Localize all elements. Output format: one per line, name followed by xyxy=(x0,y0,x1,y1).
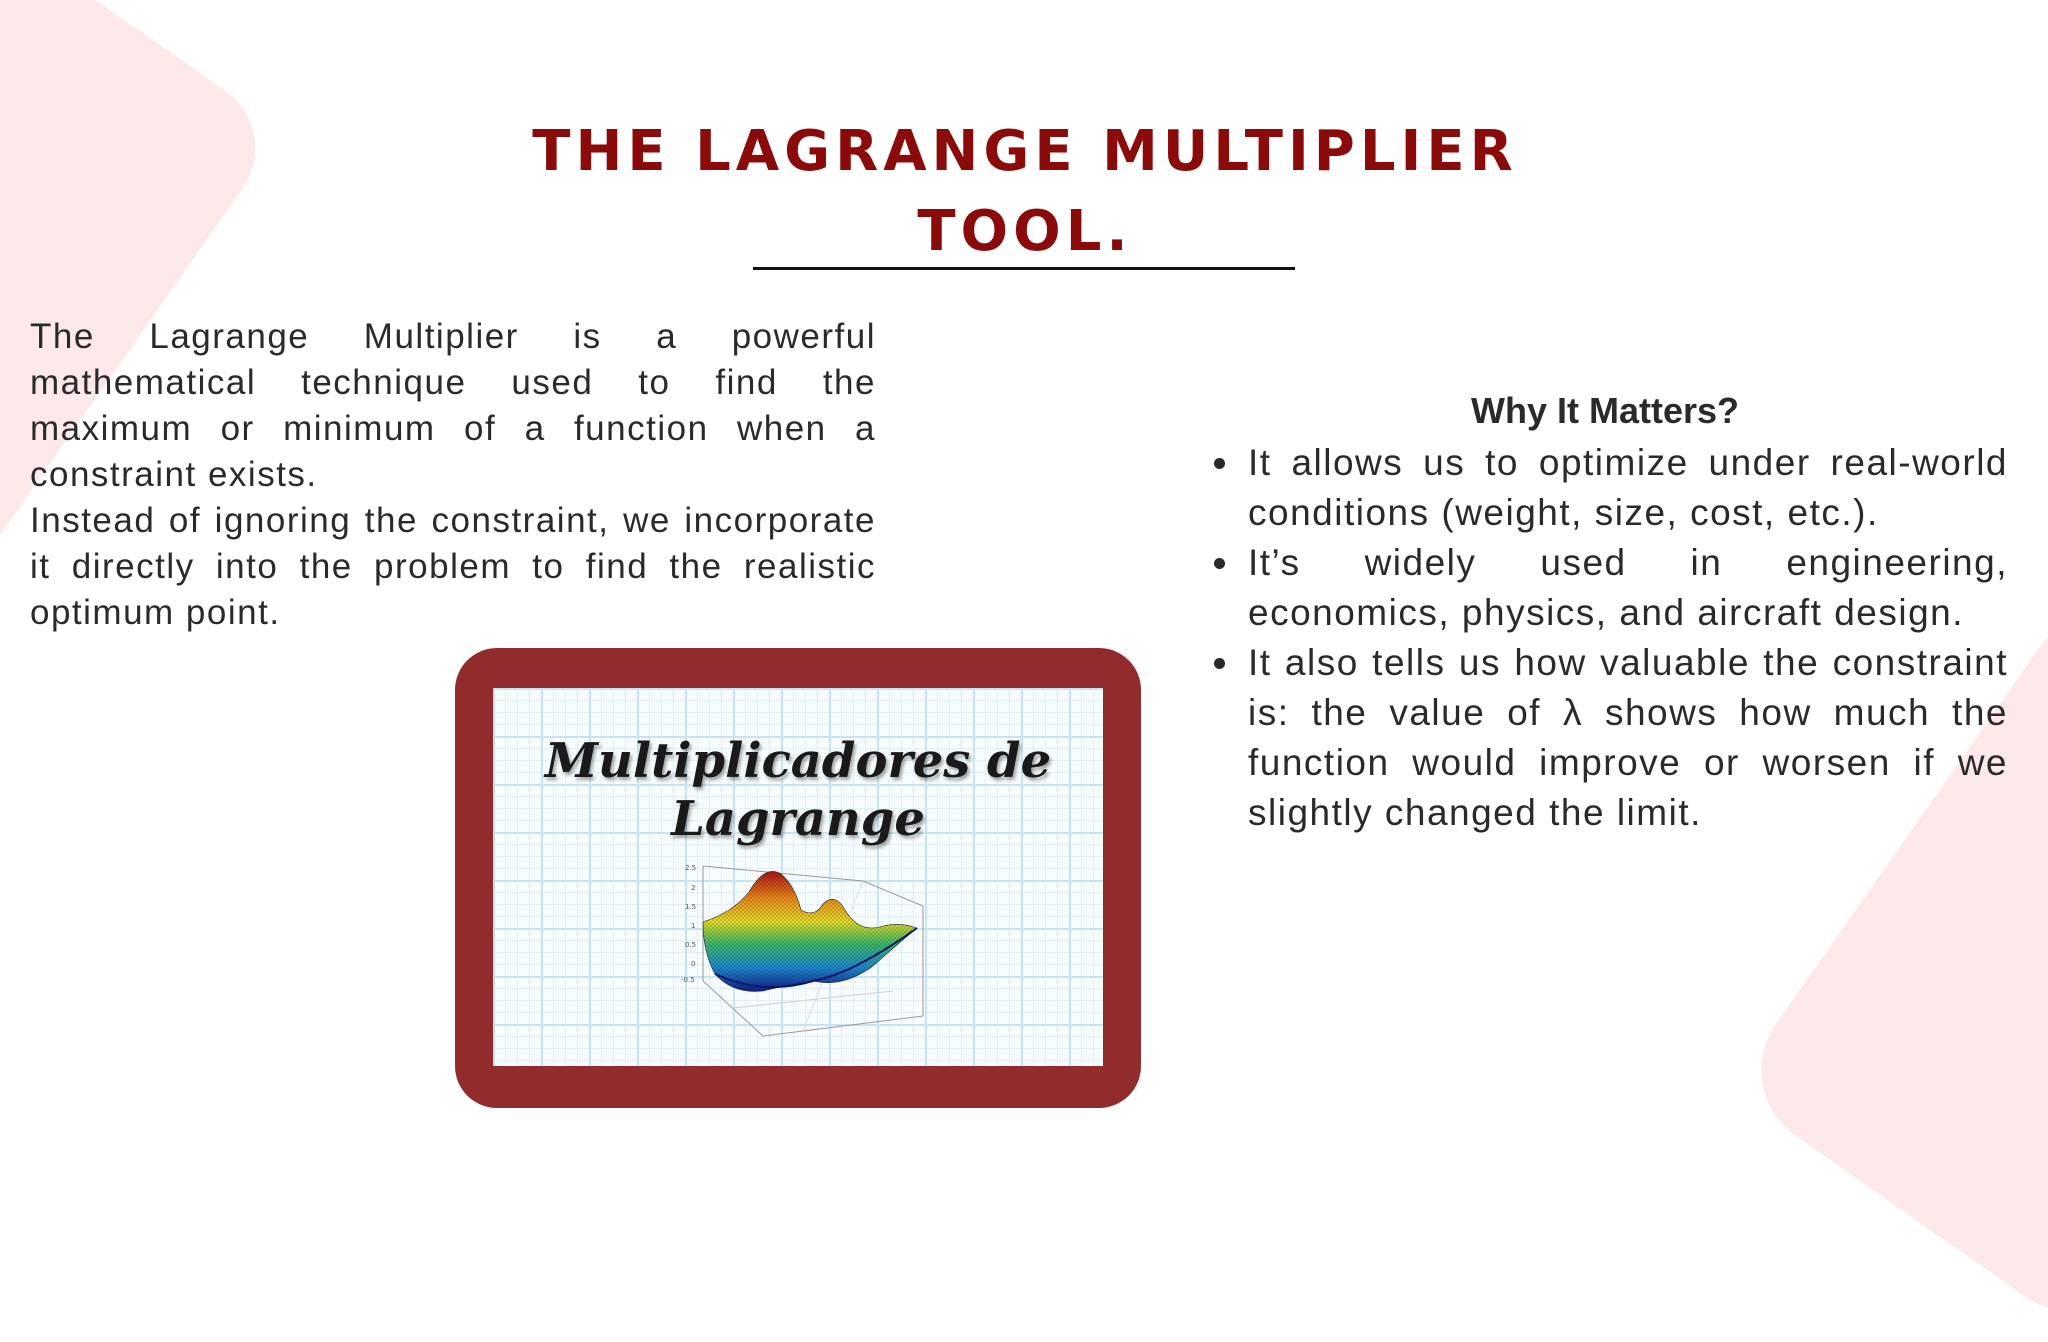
intro-paragraph-1: The Lagrange Multiplier is a powerful mathematical technique used to find the maximum or minimum of a function when a constraint exists. xyxy=(30,317,876,494)
bullet-dot xyxy=(1214,658,1225,669)
bullet-item xyxy=(1210,438,2008,538)
lagrange-image-frame xyxy=(455,648,1141,1108)
svg-text:2.5: 2.5 xyxy=(685,864,697,872)
svg-text:1.5: 1.5 xyxy=(685,903,697,911)
svg-text:0.5: 0.5 xyxy=(685,941,697,949)
svg-text:0: 0 xyxy=(691,960,696,968)
surface-plot xyxy=(673,856,963,1061)
intro-text xyxy=(30,314,876,636)
svg-text:2: 2 xyxy=(691,884,696,892)
why-bullet-list xyxy=(1210,438,2008,838)
slide-title: THE LAGRANGE MULTIPLIER TOOL. xyxy=(532,119,1518,264)
image-caption: Multiplicadores de Lagrange xyxy=(544,733,1052,847)
bullet-dot xyxy=(1214,458,1225,469)
lagrange-image xyxy=(493,688,1103,1066)
svg-text:1: 1 xyxy=(691,922,696,930)
bullet-text: It also tells us how valuable the constraint is: the value of λ shows how much the function would improve or worsen if we slightly changed the limit. xyxy=(1248,642,2008,833)
title-underline xyxy=(753,267,1295,270)
bullet-dot xyxy=(1214,558,1225,569)
svg-text:-0.5: -0.5 xyxy=(681,976,695,984)
bullet-item xyxy=(1210,538,2008,638)
bullet-item xyxy=(1210,638,2008,838)
bullet-text: It’s widely used in engineering, economics, physics, and aircraft design. xyxy=(1248,542,2008,633)
why-it-matters-heading: Why It Matters? xyxy=(1470,390,1739,431)
bullet-text: It allows us to optimize under real-world conditions (weight, size, cost, etc.). xyxy=(1248,442,2008,533)
plot-tick-labels xyxy=(681,864,696,984)
intro-paragraph-2: Instead of ignoring the constraint, we incorporate it directly into the problem to find the realistic optimum point. xyxy=(30,501,876,632)
